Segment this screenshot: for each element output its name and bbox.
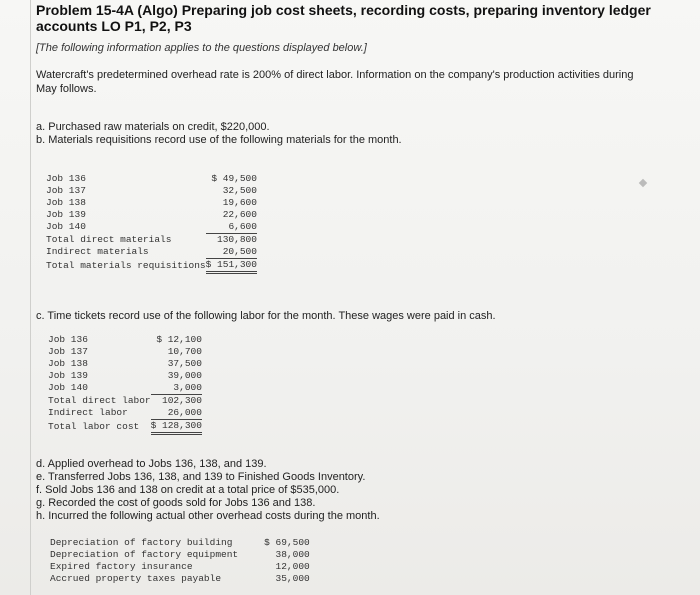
row-label: Job 138 — [46, 197, 86, 208]
table-row — [48, 334, 202, 346]
table-row — [48, 407, 202, 420]
item-g: g. Recorded the cost of goods sold for Jobs 136 and 138. — [36, 497, 316, 509]
row-amount: 32,500 — [222, 185, 257, 196]
table-row — [48, 395, 202, 408]
table-row — [48, 382, 202, 395]
row-label: Accrued property taxes payable — [50, 573, 222, 584]
table-row — [48, 420, 202, 434]
row-label: Indirect materials — [46, 246, 149, 258]
row-label: Indirect labor — [48, 407, 128, 419]
row-label: Job 140 — [46, 221, 86, 233]
labor-table — [48, 334, 202, 435]
row-amount: 37,500 — [167, 358, 202, 369]
item-d: d. Applied overhead to Jobs 136, 138, and 139. — [36, 458, 267, 470]
row-label: Job 136 — [46, 173, 86, 184]
row-label: Job 137 — [46, 185, 86, 196]
row-label: Job 139 — [48, 370, 88, 381]
row-amount: 20,500 — [206, 246, 257, 259]
row-label: Depreciation of factory equipment — [50, 549, 239, 560]
row-label: Expired factory insurance — [50, 561, 193, 572]
item-c: c. Time tickets record use of the following labor for the month. These wages were paid in cash. — [36, 310, 496, 322]
table-row — [48, 358, 202, 370]
row-label: Total direct labor — [48, 394, 151, 406]
left-margin-rule — [30, 0, 31, 595]
row-amount: 6,600 — [206, 221, 257, 234]
table-row — [46, 246, 257, 259]
row-label: Job 137 — [48, 346, 88, 357]
row-amount: 10,700 — [167, 346, 202, 357]
row-label: Total direct materials — [46, 233, 172, 245]
table-row — [50, 573, 310, 585]
table-row — [48, 370, 202, 382]
table-row — [46, 209, 257, 221]
context-note: [The following information applies to the questions displayed below.] — [36, 42, 367, 54]
table-row — [46, 185, 257, 197]
materials-table — [46, 173, 257, 274]
item-f: f. Sold Jobs 136 and 138 on credit at a total price of $535,000. — [36, 484, 340, 496]
row-amount: $ 12,100 — [156, 334, 202, 345]
table-row — [50, 561, 310, 573]
item-b: b. Materials requisitions record use of the following materials for the month. — [36, 134, 402, 146]
row-amount: 130,800 — [217, 234, 257, 245]
row-label: Job 138 — [48, 358, 88, 369]
row-amount: 38,000 — [275, 549, 310, 560]
row-label: Depreciation of factory building — [50, 537, 233, 548]
row-amount: $ 69,500 — [264, 537, 310, 548]
row-amount: $ 151,300 — [206, 259, 257, 273]
row-amount: $ 128,300 — [151, 420, 202, 434]
problem-intro: Watercraft's predetermined overhead rate is 200% of direct labor. Information on the company's production activities during May follows. — [36, 69, 634, 95]
item-e: e. Transferred Jobs 136, 138, and 139 to Finished Goods Inventory. — [36, 471, 366, 483]
table-row — [46, 234, 257, 247]
row-label: Job 136 — [48, 334, 88, 345]
table-row — [46, 197, 257, 209]
row-amount: 22,600 — [222, 209, 257, 220]
table-row — [50, 537, 310, 549]
row-amount: 3,000 — [151, 382, 202, 395]
item-h: h. Incurred the following actual other overhead costs during the month. — [36, 510, 380, 522]
table-row — [50, 549, 310, 561]
row-label: Job 139 — [46, 209, 86, 220]
row-label: Job 140 — [48, 382, 88, 394]
table-row — [46, 259, 257, 273]
problem-title: Problem 15-4A (Algo) Preparing job cost sheets, recording costs, preparing inventory ledger accounts LO P1, P2, P3 — [36, 2, 651, 34]
row-amount: 19,600 — [222, 197, 257, 208]
row-amount: 26,000 — [151, 407, 202, 420]
decorative-dot — [639, 179, 647, 187]
row-amount: $ 49,500 — [211, 173, 257, 184]
table-row — [48, 346, 202, 358]
row-label: Total labor cost — [48, 420, 140, 432]
table-row — [46, 173, 257, 185]
row-label: Total materials requisitions — [46, 259, 206, 271]
row-amount: 39,000 — [167, 370, 202, 381]
row-amount: 102,300 — [162, 395, 202, 406]
overhead-table — [50, 537, 310, 585]
item-a: a. Purchased raw materials on credit, $220,000. — [36, 121, 270, 133]
table-row — [46, 221, 257, 234]
row-amount: 35,000 — [275, 573, 310, 584]
row-amount: 12,000 — [275, 561, 310, 572]
